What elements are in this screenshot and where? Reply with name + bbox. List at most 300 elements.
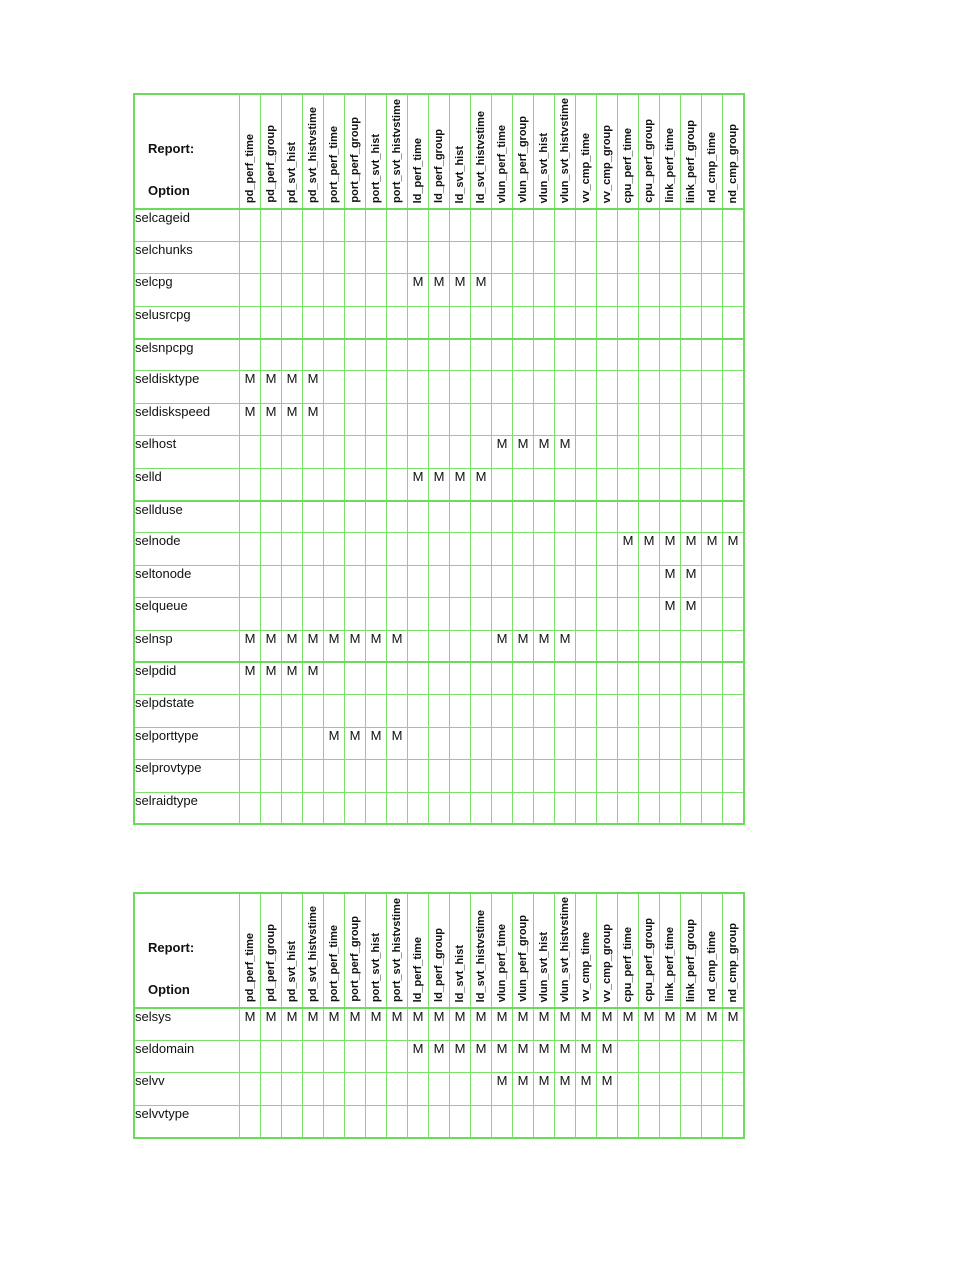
matrix-cell: M <box>240 662 261 694</box>
matrix-cell <box>702 792 723 824</box>
matrix-cell <box>366 339 387 371</box>
matrix-cell: M <box>261 371 282 403</box>
matrix-cell <box>387 403 408 435</box>
matrix-cell <box>450 695 471 727</box>
table-row <box>134 436 744 468</box>
matrix-cell <box>576 501 597 533</box>
matrix-cell <box>345 371 366 403</box>
matrix-cell <box>618 598 639 630</box>
matrix-cell <box>702 403 723 435</box>
column-header-label: vlun_svt_histvstime <box>559 896 571 1002</box>
matrix-cell <box>723 1105 745 1137</box>
matrix-cell <box>345 339 366 371</box>
matrix-cell: M <box>282 662 303 694</box>
matrix-cell: M <box>450 274 471 306</box>
column-header <box>387 94 408 209</box>
matrix-cell <box>345 501 366 533</box>
matrix-cell <box>513 209 534 241</box>
column-header-label: link_perf_group <box>685 119 697 203</box>
column-header <box>555 94 576 209</box>
option-name: selcageid <box>134 209 240 241</box>
matrix-cell <box>597 468 618 500</box>
matrix-cell: M <box>303 371 324 403</box>
corner-header <box>134 94 240 209</box>
matrix-cell <box>681 468 702 500</box>
matrix-cell <box>261 209 282 241</box>
matrix-cell: M <box>282 630 303 662</box>
matrix-cell <box>261 792 282 824</box>
matrix-cell <box>450 727 471 759</box>
matrix-cell <box>681 727 702 759</box>
matrix-cell <box>240 1105 261 1137</box>
matrix-cell: M <box>534 1008 555 1040</box>
matrix-cell <box>324 371 345 403</box>
matrix-cell <box>597 241 618 273</box>
matrix-cell <box>639 274 660 306</box>
matrix-cell <box>324 695 345 727</box>
column-header-label: link_perf_time <box>664 128 676 203</box>
matrix-cell <box>639 306 660 338</box>
matrix-cell <box>345 1040 366 1072</box>
matrix-cell <box>303 695 324 727</box>
column-header <box>513 893 534 1008</box>
matrix-cell: M <box>681 533 702 565</box>
matrix-cell <box>429 209 450 241</box>
matrix-cell <box>282 1073 303 1105</box>
column-header-label: nd_cmp_time <box>706 931 718 1002</box>
column-header <box>660 94 681 209</box>
column-header <box>345 94 366 209</box>
matrix-cell <box>534 306 555 338</box>
matrix-cell <box>366 1073 387 1105</box>
matrix-cell <box>681 662 702 694</box>
matrix-cell <box>261 436 282 468</box>
matrix-cell <box>513 598 534 630</box>
matrix-cell <box>660 760 681 792</box>
matrix-cell: M <box>618 1008 639 1040</box>
matrix-cell <box>387 306 408 338</box>
matrix-cell <box>366 695 387 727</box>
matrix-cell <box>555 371 576 403</box>
table-row <box>134 1040 744 1072</box>
matrix-cell <box>723 468 745 500</box>
matrix-cell <box>576 339 597 371</box>
matrix-cell <box>240 565 261 597</box>
column-header-label: vv_cmp_time <box>580 932 592 1002</box>
matrix-cell: M <box>282 1008 303 1040</box>
column-header-label: pd_perf_group <box>265 125 277 203</box>
matrix-cell: M <box>576 1040 597 1072</box>
matrix-cell <box>429 241 450 273</box>
matrix-cell <box>702 274 723 306</box>
matrix-cell <box>555 241 576 273</box>
matrix-cell <box>366 1105 387 1137</box>
matrix-cell <box>282 339 303 371</box>
matrix-cell <box>387 533 408 565</box>
matrix-cell: M <box>597 1040 618 1072</box>
table-row <box>134 241 744 273</box>
matrix-cell <box>534 1105 555 1137</box>
matrix-cell <box>681 1073 702 1105</box>
matrix-cell <box>702 662 723 694</box>
matrix-cell <box>702 1105 723 1137</box>
matrix-cell <box>534 209 555 241</box>
matrix-cell <box>450 241 471 273</box>
table-row <box>134 1105 744 1137</box>
table-row <box>134 598 744 630</box>
option-label: Option <box>148 982 190 997</box>
matrix-cell <box>408 1073 429 1105</box>
matrix-cell <box>639 630 660 662</box>
matrix-cell <box>702 306 723 338</box>
matrix-cell: M <box>408 468 429 500</box>
column-header-label: ld_svt_hist <box>454 944 466 1002</box>
corner-header <box>134 893 240 1008</box>
matrix-cell <box>240 695 261 727</box>
matrix-cell <box>639 468 660 500</box>
header-row <box>134 893 744 1008</box>
matrix-cell <box>450 306 471 338</box>
matrix-cell <box>576 1105 597 1137</box>
table-row <box>134 727 744 759</box>
matrix-cell <box>471 241 492 273</box>
table-row <box>134 630 744 662</box>
matrix-cell <box>324 274 345 306</box>
matrix-cell <box>261 501 282 533</box>
matrix-cell <box>366 436 387 468</box>
matrix-cell <box>618 695 639 727</box>
matrix-cell <box>324 760 345 792</box>
matrix-cell <box>534 501 555 533</box>
matrix-cell: M <box>513 1040 534 1072</box>
matrix-cell <box>471 695 492 727</box>
matrix-cell <box>681 339 702 371</box>
matrix-cell <box>282 695 303 727</box>
matrix-cell <box>534 403 555 435</box>
matrix-cell <box>282 760 303 792</box>
option-name: selsnpcpg <box>134 339 240 371</box>
matrix-cell <box>366 533 387 565</box>
matrix-cell <box>492 339 513 371</box>
matrix-cell: M <box>366 727 387 759</box>
matrix-cell <box>702 339 723 371</box>
matrix-cell <box>492 371 513 403</box>
matrix-cell <box>555 209 576 241</box>
column-header <box>429 893 450 1008</box>
matrix-cell: M <box>324 1008 345 1040</box>
matrix-cell <box>597 598 618 630</box>
column-header <box>366 893 387 1008</box>
matrix-cell <box>639 727 660 759</box>
column-header <box>261 893 282 1008</box>
column-header-label: port_perf_group <box>349 916 361 1002</box>
matrix-cell <box>282 533 303 565</box>
matrix-cell <box>660 662 681 694</box>
column-header-label: nd_cmp_time <box>706 132 718 203</box>
matrix-cell: M <box>345 1008 366 1040</box>
matrix-cell <box>555 760 576 792</box>
matrix-cell <box>408 371 429 403</box>
matrix-cell <box>618 468 639 500</box>
matrix-cell <box>450 371 471 403</box>
matrix-cell <box>660 727 681 759</box>
matrix-cell <box>303 209 324 241</box>
matrix-cell <box>429 630 450 662</box>
matrix-cell <box>555 695 576 727</box>
matrix-cell <box>534 274 555 306</box>
option-name: selvv <box>134 1073 240 1105</box>
matrix-cell <box>492 274 513 306</box>
matrix-cell: M <box>492 1040 513 1072</box>
matrix-cell: M <box>576 1008 597 1040</box>
column-header <box>492 94 513 209</box>
table-row <box>134 565 744 597</box>
matrix-cell <box>387 1073 408 1105</box>
column-header-label: ld_perf_time <box>412 137 424 203</box>
matrix-cell <box>345 760 366 792</box>
matrix-cell <box>597 630 618 662</box>
column-header-label: vlun_perf_group <box>517 915 529 1002</box>
matrix-cell <box>303 468 324 500</box>
matrix-cell: M <box>240 1008 261 1040</box>
column-header <box>555 893 576 1008</box>
matrix-cell <box>681 501 702 533</box>
matrix-cell <box>639 436 660 468</box>
column-header <box>450 893 471 1008</box>
matrix-cell <box>387 695 408 727</box>
matrix-cell <box>492 241 513 273</box>
matrix-cell <box>618 274 639 306</box>
matrix-cell <box>324 1073 345 1105</box>
matrix-cell <box>450 760 471 792</box>
matrix-cell <box>513 371 534 403</box>
column-header-label: cpu_perf_time <box>622 926 634 1002</box>
matrix-cell: M <box>450 1008 471 1040</box>
matrix-cell: M <box>681 1008 702 1040</box>
matrix-cell <box>282 792 303 824</box>
matrix-cell <box>723 241 745 273</box>
matrix-cell <box>597 306 618 338</box>
option-name: sellduse <box>134 501 240 533</box>
column-header <box>324 94 345 209</box>
matrix-cell <box>450 339 471 371</box>
matrix-cell <box>261 274 282 306</box>
option-name: selnode <box>134 533 240 565</box>
matrix-cell <box>723 662 745 694</box>
matrix-cell <box>723 760 745 792</box>
column-header-label: pd_perf_time <box>244 932 256 1002</box>
matrix-cell <box>471 598 492 630</box>
matrix-cell <box>387 241 408 273</box>
matrix-cell <box>702 209 723 241</box>
matrix-cell <box>366 565 387 597</box>
column-header <box>534 94 555 209</box>
table-row <box>134 760 744 792</box>
matrix-cell <box>408 727 429 759</box>
matrix-cell <box>618 727 639 759</box>
matrix-cell <box>576 695 597 727</box>
matrix-cell <box>303 598 324 630</box>
matrix-cell <box>471 630 492 662</box>
matrix-cell: M <box>597 1073 618 1105</box>
matrix-cell <box>471 1105 492 1137</box>
matrix-cell <box>345 695 366 727</box>
matrix-cell <box>240 468 261 500</box>
matrix-cell <box>471 501 492 533</box>
header-row <box>134 94 744 209</box>
matrix-cell <box>345 792 366 824</box>
matrix-cell <box>471 1073 492 1105</box>
column-header <box>702 893 723 1008</box>
matrix-cell <box>282 1105 303 1137</box>
column-header <box>660 893 681 1008</box>
matrix-cell <box>597 339 618 371</box>
matrix-cell <box>450 630 471 662</box>
matrix-cell <box>723 727 745 759</box>
table-row <box>134 1073 744 1105</box>
column-header-label: vlun_svt_hist <box>538 931 550 1002</box>
matrix-cell <box>702 727 723 759</box>
matrix-cell <box>261 1073 282 1105</box>
matrix-cell <box>387 662 408 694</box>
matrix-cell <box>723 565 745 597</box>
column-header <box>387 893 408 1008</box>
matrix-cell: M <box>240 371 261 403</box>
matrix-cell <box>492 792 513 824</box>
matrix-cell: M <box>555 436 576 468</box>
column-header <box>471 94 492 209</box>
matrix-cell <box>492 403 513 435</box>
matrix-cell <box>555 533 576 565</box>
matrix-cell <box>282 306 303 338</box>
column-header-label: port_perf_time <box>328 924 340 1002</box>
matrix-cell <box>408 533 429 565</box>
matrix-cell <box>660 209 681 241</box>
matrix-cell: M <box>429 274 450 306</box>
matrix-cell <box>366 1040 387 1072</box>
matrix-cell <box>576 533 597 565</box>
matrix-cell <box>261 727 282 759</box>
table-row <box>134 371 744 403</box>
matrix-cell <box>513 695 534 727</box>
matrix-cell <box>660 792 681 824</box>
matrix-cell <box>408 306 429 338</box>
matrix-cell <box>324 1040 345 1072</box>
matrix-cell <box>513 468 534 500</box>
matrix-cell <box>513 533 534 565</box>
matrix-cell <box>723 436 745 468</box>
option-name: selpdid <box>134 662 240 694</box>
matrix-cell <box>429 501 450 533</box>
matrix-cell <box>387 1040 408 1072</box>
matrix-cell <box>618 1040 639 1072</box>
table-row <box>134 533 744 565</box>
matrix-cell <box>555 306 576 338</box>
column-header-label: vlun_perf_time <box>496 923 508 1002</box>
matrix-cell <box>303 760 324 792</box>
matrix-cell <box>597 760 618 792</box>
matrix-cell <box>324 306 345 338</box>
matrix-cell: M <box>324 727 345 759</box>
matrix-cell <box>345 565 366 597</box>
matrix-cell <box>324 1105 345 1137</box>
matrix-cell <box>660 468 681 500</box>
matrix-cell <box>597 501 618 533</box>
matrix-cell <box>261 760 282 792</box>
matrix-cell <box>450 565 471 597</box>
matrix-cell <box>618 565 639 597</box>
matrix-cell <box>261 1105 282 1137</box>
matrix-cell <box>681 630 702 662</box>
matrix-cell <box>723 339 745 371</box>
matrix-cell <box>408 403 429 435</box>
matrix-cell <box>450 533 471 565</box>
column-header <box>639 893 660 1008</box>
matrix-cell <box>681 760 702 792</box>
matrix-cell <box>324 792 345 824</box>
matrix-cell <box>597 533 618 565</box>
matrix-cell: M <box>282 403 303 435</box>
column-header <box>408 893 429 1008</box>
matrix-cell <box>450 209 471 241</box>
column-header <box>324 893 345 1008</box>
matrix-cell <box>408 662 429 694</box>
matrix-cell <box>387 565 408 597</box>
matrix-cell <box>471 339 492 371</box>
matrix-cell <box>576 760 597 792</box>
matrix-cell <box>450 662 471 694</box>
matrix-cell <box>450 436 471 468</box>
matrix-cell <box>408 1105 429 1137</box>
matrix-cell <box>492 727 513 759</box>
matrix-cell <box>555 501 576 533</box>
table-row <box>134 209 744 241</box>
matrix-cell <box>429 403 450 435</box>
matrix-cell <box>555 339 576 371</box>
matrix-cell <box>681 792 702 824</box>
matrix-cell <box>345 241 366 273</box>
matrix-cell: M <box>471 1008 492 1040</box>
matrix-cell <box>597 1105 618 1137</box>
matrix-cell <box>618 371 639 403</box>
matrix-cell <box>576 306 597 338</box>
column-header-label: nd_cmp_group <box>727 922 739 1002</box>
matrix-cell <box>324 403 345 435</box>
matrix-cell <box>387 760 408 792</box>
matrix-cell: M <box>303 403 324 435</box>
matrix-cell <box>282 727 303 759</box>
column-header-label: ld_svt_histvstime <box>475 110 487 203</box>
matrix-cell <box>681 403 702 435</box>
matrix-cell <box>660 274 681 306</box>
column-header <box>240 94 261 209</box>
option-name: seldisktype <box>134 371 240 403</box>
matrix-cell <box>534 565 555 597</box>
matrix-cell: M <box>723 1008 745 1040</box>
matrix-cell: M <box>513 630 534 662</box>
matrix-cell: M <box>702 533 723 565</box>
matrix-cell <box>303 501 324 533</box>
matrix-cell <box>492 662 513 694</box>
matrix-cell <box>618 501 639 533</box>
table-row <box>134 501 744 533</box>
matrix-cell <box>324 468 345 500</box>
report-label: Report: <box>148 940 195 955</box>
table-row <box>134 306 744 338</box>
matrix-cell <box>555 468 576 500</box>
matrix-cell <box>324 598 345 630</box>
matrix-cell <box>702 468 723 500</box>
